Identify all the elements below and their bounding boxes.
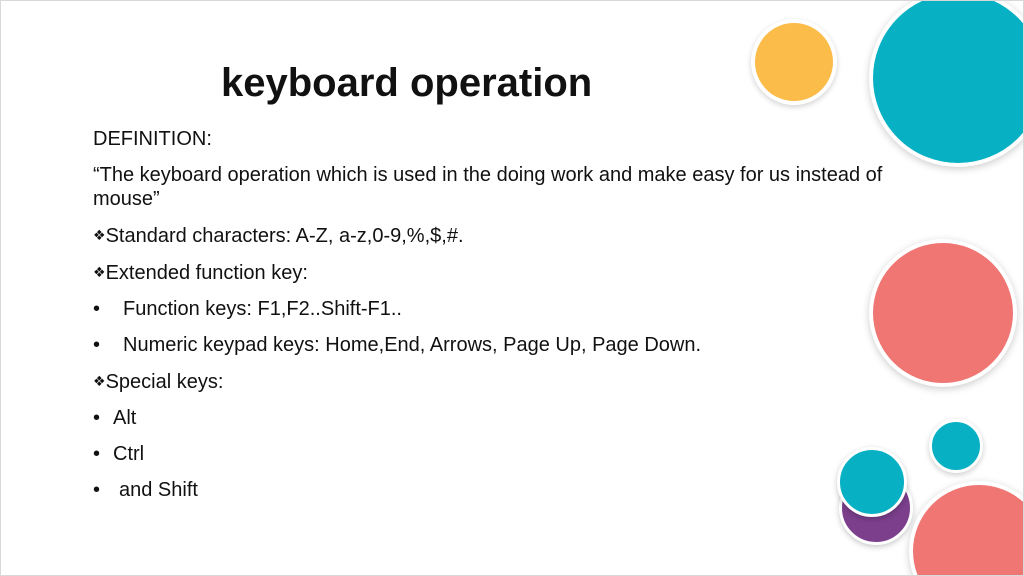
yellow-circle-decoration (751, 19, 837, 105)
list-item-function-keys (93, 297, 943, 321)
list-item-label: Alt (113, 407, 137, 429)
list-item-label: Function keys: F1,F2..Shift-F1.. (123, 298, 402, 320)
diamond-bullet-icon: ❖ (93, 227, 106, 243)
bullet-icon: • (93, 443, 101, 465)
bullet-icon: • (93, 479, 101, 501)
list-item-label: Extended function key: (105, 262, 308, 284)
list-item-shift (93, 478, 943, 502)
bullet-icon: • (93, 407, 101, 429)
diamond-bullet-icon: ❖ (93, 373, 106, 389)
bullet-icon: • (93, 334, 101, 356)
definition-text: “The keyboard operation which is used in the doing work and make easy for us instead of mouse” (93, 164, 883, 210)
diamond-bullet-icon: ❖ (93, 264, 106, 280)
list-item-ctrl (93, 442, 943, 466)
list-item-label: Special keys: (105, 371, 224, 393)
list-item-label: Ctrl (113, 443, 145, 465)
list-item-label: Numeric keypad keys: Home,End, Arrows, Page Up, Page Down. (123, 334, 702, 356)
definition-label: DEFINITION: (93, 128, 212, 150)
list-item-alt (93, 406, 943, 430)
bullet-icon: • (93, 298, 101, 320)
list-item-standard (93, 223, 943, 248)
slide-content (93, 127, 943, 514)
slide-title: keyboard operation (221, 61, 593, 105)
list-item-extended (93, 260, 943, 285)
list-item-numeric (93, 333, 943, 357)
list-item-label: and Shift (119, 479, 198, 501)
list-item-special (93, 369, 943, 394)
list-item-label: Standard characters: A-Z, a-z,0-9,%,$,#. (105, 225, 464, 247)
